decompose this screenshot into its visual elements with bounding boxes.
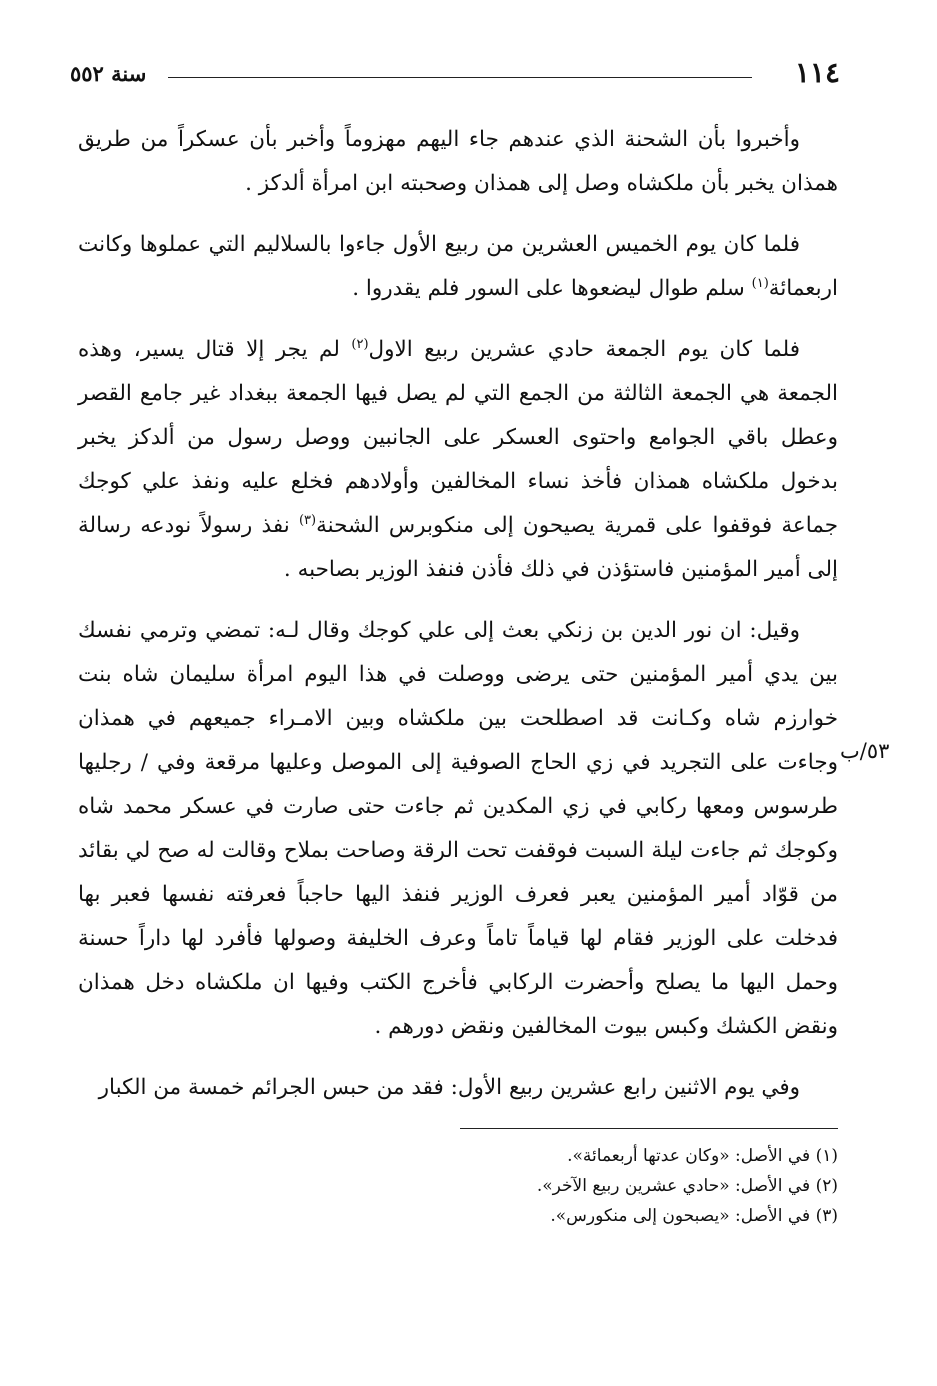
footnote-reference: (٢) bbox=[351, 336, 369, 352]
footnote-reference: (١) bbox=[751, 275, 769, 291]
paragraph-text: فلما كان يوم الخميس العشرين من ربيع الأول جاءوا بالسلاليم التي عملوها وكانت اربعمائة bbox=[78, 232, 838, 301]
paragraph-text: نفذ رسولاً نودعه رسالة إلى أمير المؤمنين فاستؤذن في ذلك فأذن فنفذ الوزير بصاحبه . bbox=[78, 513, 838, 582]
footnote: (٢) في الأصل: «حادي عشرين ربيع الآخر». bbox=[536, 1176, 838, 1196]
footnote-reference: (٣) bbox=[298, 512, 317, 528]
manuscript-folio-note: ٥٣/ب bbox=[840, 739, 890, 763]
footnotes bbox=[238, 1141, 838, 1231]
paragraph bbox=[78, 223, 838, 311]
paragraph bbox=[78, 328, 838, 592]
paragraph-text: وفي يوم الاثنين رابع عشرين ربيع الأول: فقد من حبس الجرائم خمسة من الكبار bbox=[98, 1075, 800, 1100]
header-rule bbox=[168, 77, 752, 78]
paragraph bbox=[78, 118, 838, 206]
page-header bbox=[70, 55, 840, 95]
paragraph-text: وقيل: ان نور الدين بن زنكي بعث إلى علي كوجك وقال لـه: تمضي وترمي نفسك بين يدي أمير المؤمنين حتى يرضى ووصلت في هذا اليوم امرأة سليمان شاه بنت خوارزم شاه وكـانت قد اصطلحت بين ملكشاه وبين الامـراء جميعهم في همذان وجاءت على التجريد في زي الحاج الصوفية إلى الموصل وعليها مرقعة وفي / رجليها طرسوس ومعها ركابي في زي المكدين ثم جاءت حتى صارت في عسكر محمد شاه وكوجك ثم جاءت ليلة السبت فوقفت تحت الرقة وصاحت بملاح وقالت له صح لي بقائد من قوّاد أمير المؤمنين يعبر فعرف الوزير فنفذ اليها حاجباً فعرفته نفسها فعبر بها فدخلت على الوزير فقام لها قياماً تاماً وعرف الخليفة وصولها فأفرد لها داراً حسنة وحمل اليها ما يصلح وأحضرت الركابي فأخرج الكتب وفيها ان ملكشاه دخل همذان ونقض الكشك وكبس بيوت المخالفين ونقض دورهم . bbox=[78, 618, 838, 1039]
paragraph-text: وأخبروا بأن الشحنة الذي عندهم جاء اليهم مهزوماً وأخبر بأن عسكراً من طريق همذان يخبر بأن ملكشاه وصل إلى همذان وصحبته ابن امرأة ألدكز . bbox=[78, 127, 838, 196]
footnote: (١) في الأصل: «وكان عدتها أربعمائة». bbox=[567, 1146, 838, 1166]
paragraph-text: فلما كان يوم الجمعة حادي عشرين ربيع الاول bbox=[368, 337, 800, 362]
paragraph-text: لم يجر إلا قتال يسير، وهذه الجمعة هي الجمعة الثالثة من الجمع التي لم يصل فيها الجمعة ببغداد غير جامع القصر وعطل باقي الجوامع واحتوى العسكر على الجانبين ووصل رسول من ألدكز يخبر بدخول ملكشاه همذان فأخذ نساء المخالفين وأولادهم فخلع عليه ونفذ علي كوجك جماعة فوقفوا على قمرية يصيحون إلى منكوبرس الشحنة bbox=[78, 337, 838, 538]
footnote: (٣) في الأصل: «يصبحون إلى منكورس». bbox=[550, 1206, 838, 1226]
paragraph bbox=[78, 1066, 838, 1110]
running-head-year: سنة ٥٥٢ bbox=[70, 61, 147, 86]
page-number: ١١٤ bbox=[794, 56, 840, 89]
paragraph bbox=[78, 609, 838, 1049]
paragraph-text: سلم طوال ليضعوها على السور فلم يقدروا . bbox=[352, 276, 752, 301]
footnote-rule bbox=[460, 1128, 838, 1129]
main-text bbox=[78, 118, 838, 1127]
